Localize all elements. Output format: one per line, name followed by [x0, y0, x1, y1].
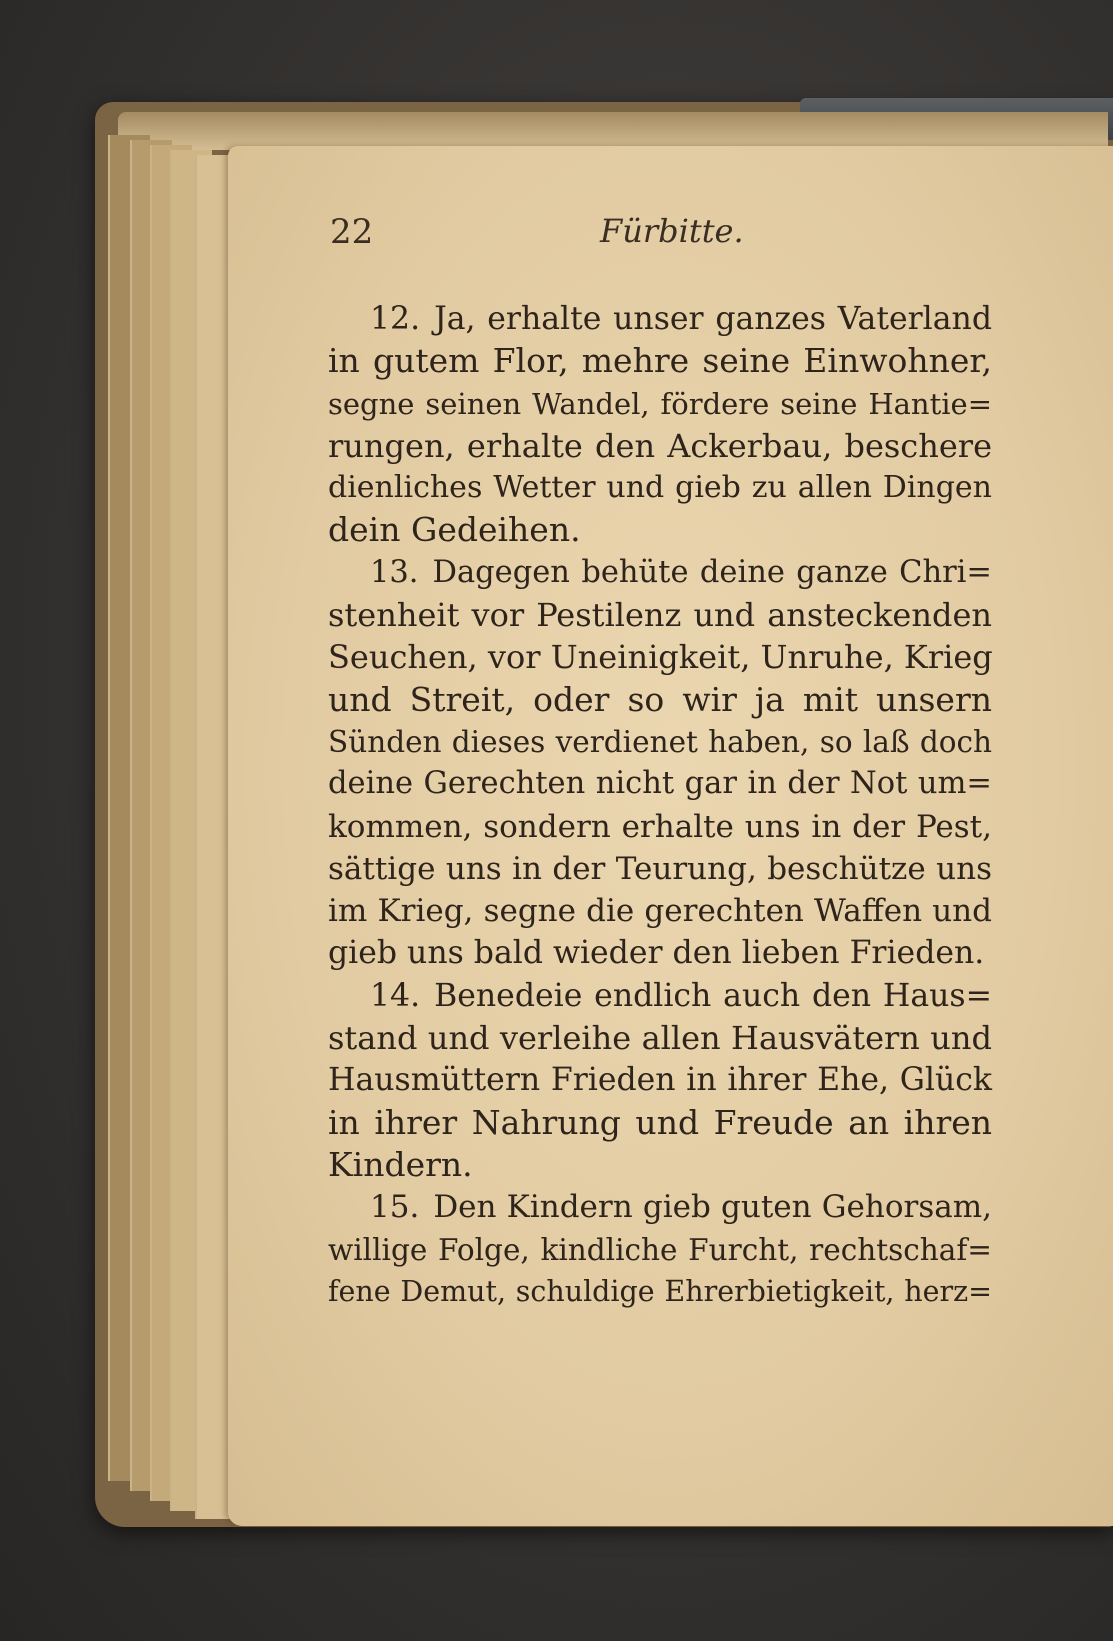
paragraph-12 [328, 298, 992, 552]
text-line: und Streit, oder so wir ja mit unsern [328, 679, 992, 719]
paragraph-number: 14. [370, 977, 421, 1014]
text-line: kommen, sondern erhalte uns in der Pest, [328, 808, 992, 845]
text-line: fene Demut, schuldige Ehrerbietigkeit, herz= [328, 1274, 992, 1308]
text-line-content: Den Kindern gieb guten Gehorsam, [433, 1189, 992, 1226]
text-line [328, 975, 992, 1017]
text-line-content: Ja, erhalte unser ganzes Vaterland [434, 301, 992, 337]
text-line: Seuchen, vor Uneinigkeit, Unruhe, Krieg [328, 638, 993, 677]
body-text [328, 298, 992, 1313]
text-line: sättige uns in der Teurung, beschütze uns [328, 850, 992, 887]
paragraph-14 [328, 975, 992, 1186]
text-line: rungen, erhalte den Ackerbau, beschere [328, 426, 992, 465]
text-line: Sünden dieses verdienet haben, so laß doch [328, 724, 992, 759]
text-line: in gutem Flor, mehre seine Einwohner, [328, 341, 992, 381]
text-line: Hausmüttern Frieden in ihrer Ehe, Glück [328, 1062, 992, 1099]
text-line [328, 552, 992, 594]
text-line: dienliches Wetter und gieb zu allen Dingen [328, 470, 992, 506]
text-line: gieb uns bald wieder den lieben Frieden. [328, 935, 985, 972]
paragraph-number: 13. [370, 554, 419, 590]
text-line: in ihrer Nahrung und Freude an ihren [328, 1102, 992, 1142]
running-head [330, 212, 1010, 262]
page-top-edges [118, 112, 1108, 150]
text-line: segne seinen Wandel, fördere seine Hantie= [328, 386, 992, 421]
text-line: willige Folge, kindliche Furcht, rechtschaf= [328, 1232, 992, 1267]
paragraph-15 [328, 1186, 992, 1313]
text-line [328, 1186, 992, 1228]
text-line: Kindern. [328, 1144, 473, 1184]
text-line-content: Benedeie endlich auch den Haus= [434, 977, 992, 1014]
text-line: stenheit vor Pestilenz und ansteckenden [328, 596, 992, 635]
text-line: im Krieg, segne die gerechten Waffen und [328, 893, 992, 930]
page-number: 22 [330, 212, 374, 252]
paragraph-13 [328, 552, 992, 975]
text-line: dein Gedeihen. [328, 510, 581, 550]
text-line-content: Dagegen behüte deine ganze Chri= [432, 554, 992, 590]
paragraph-number: 12. [370, 301, 421, 337]
page-title: Fürbitte. [600, 212, 744, 250]
text-line [328, 298, 992, 340]
paragraph-number: 15. [370, 1189, 420, 1226]
text-line: deine Gerechten nicht gar in der Not um= [328, 766, 992, 802]
text-line: stand und verleihe allen Hausvätern und [328, 1019, 992, 1058]
